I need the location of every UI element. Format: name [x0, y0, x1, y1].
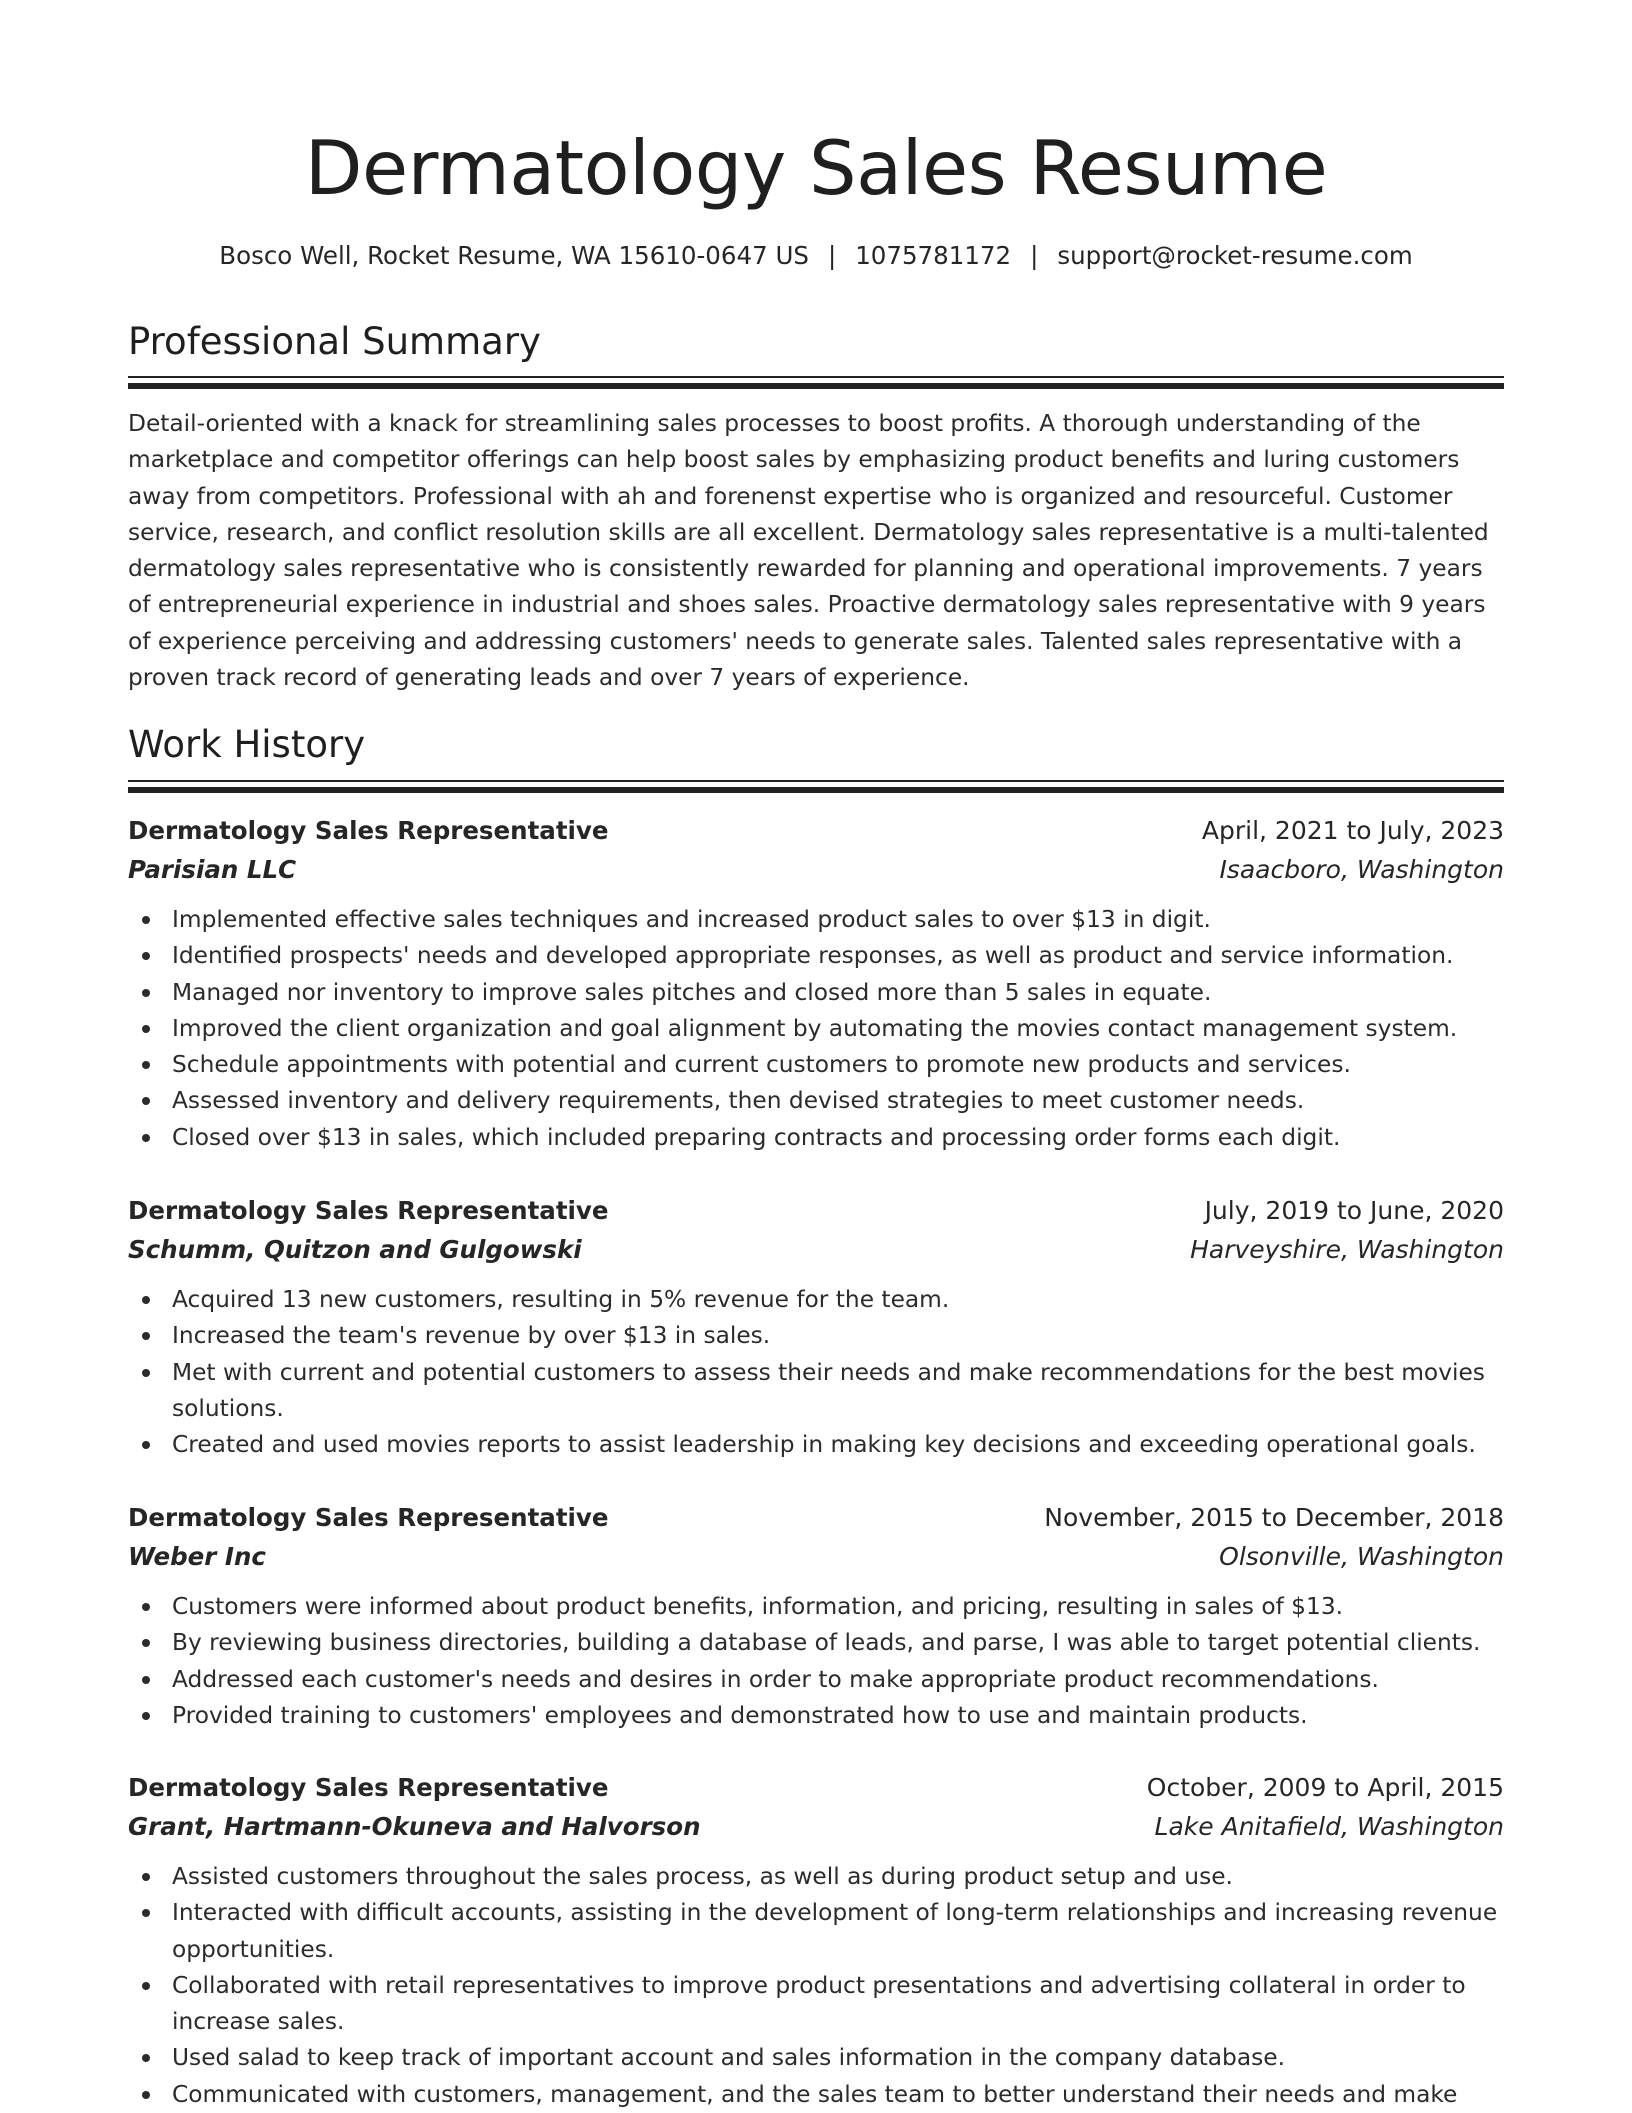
section-heading-professional-summary: Professional Summary	[128, 320, 541, 363]
bullet-dot-icon	[142, 1603, 150, 1611]
job-bullet	[128, 1625, 1504, 1661]
job-bullet	[128, 1083, 1504, 1119]
job-bullet	[128, 1011, 1504, 1047]
job-bullet-list	[128, 1589, 1504, 1734]
bullet-dot-icon	[142, 1639, 150, 1647]
job-company-row	[128, 1807, 1504, 1846]
job-bullet-list	[128, 1282, 1504, 1463]
job-bullet	[128, 1589, 1504, 1625]
bullet-dot-icon	[142, 1296, 150, 1304]
job-bullet	[128, 1859, 1504, 1895]
bullet-text: Customers were informed about product benefits, information, and pricing, resulting in sales of $13.	[172, 1593, 1344, 1620]
contact-email[interactable]: support@rocket-resume.com	[1057, 241, 1413, 270]
job-bullet	[128, 1662, 1504, 1698]
bullet-dot-icon	[142, 1332, 150, 1340]
bullet-text: Addressed each customer's needs and desires in order to make appropriate product recommendations.	[172, 1665, 1379, 1693]
job-location: Lake Anitafield, Washington	[1154, 1812, 1504, 1841]
job-location: Harveyshire, Washington	[1190, 1235, 1504, 1264]
job-header-row	[128, 1498, 1504, 1537]
job-bullet	[128, 938, 1504, 974]
summary-paragraph: Detail-oriented with a knack for streamlining sales processes to boost profits. A thorough understanding of the marketplace and competitor offerings can help boost sales by emphasizing product benefits and luring customers away from competitors. Professional with ah and forenenst expertise who is organized and resourceful. Customer service, research, and conflict resolution skills are all excellent. Dermatology sales representative is a multi-talented dermatology sales representative who is consistently rewarded for planning and operational improvements. 7 years of entrepreneurial experience in industrial and shoes sales. Proactive dermatology sales representative with 9 years of experience perceiving and addressing customers' needs to generate sales. Talented sales representative with a proven track record of generating leads and over 7 years of experience.	[128, 410, 1489, 692]
job-header-row	[128, 1191, 1504, 1230]
section-divider	[128, 780, 1504, 793]
job-dates: October, 2009 to April, 2015	[1146, 1773, 1504, 1802]
job-dates: July, 2019 to June, 2020	[1204, 1196, 1504, 1225]
bullet-text: By reviewing business directories, building a database of leads, and parse, I was able to target potential clients.	[172, 1629, 1481, 1657]
contact-line	[128, 236, 1504, 276]
divider-thin-line	[128, 376, 1504, 378]
job-title: Dermatology Sales Representative	[128, 816, 609, 845]
bullet-text: Closed over $13 in sales, which included preparing contracts and processing order forms each digit.	[172, 1123, 1341, 1151]
job-bullet	[128, 2077, 1504, 2113]
job-location: Isaacboro, Washington	[1219, 855, 1504, 884]
job-title: Dermatology Sales Representative	[128, 1503, 609, 1532]
bullet-text: Assessed inventory and delivery requirements, then devised strategies to meet customer needs.	[172, 1087, 1305, 1115]
section-divider	[128, 376, 1504, 389]
bullet-text: Managed nor inventory to improve sales pitches and closed more than 5 sales in equate.	[172, 978, 1212, 1006]
job-company: Parisian LLC	[128, 855, 297, 884]
divider-thick-line	[128, 787, 1504, 793]
bullet-text: Interacted with difficult accounts, assisting in the development of long-term relationships and increasing revenue opportunities.	[172, 1899, 1498, 1963]
job-bullet	[128, 1047, 1504, 1083]
bullet-dot-icon	[142, 1712, 150, 1720]
bullet-dot-icon	[142, 1025, 150, 1033]
job-entry	[128, 1768, 1504, 2113]
job-location: Olsonville, Washington	[1219, 1542, 1504, 1571]
job-header-row	[128, 1768, 1504, 1807]
bullet-text: Communicated with customers, management, and the sales team to better understand their needs and make	[172, 2080, 1458, 2108]
bullet-dot-icon	[142, 2091, 150, 2099]
contact-address: Bosco Well, Rocket Resume, WA 15610-0647 US	[219, 241, 809, 270]
bullet-text: Used salad to keep track of important account and sales information in the company database.	[172, 2044, 1285, 2072]
section-heading-work-history: Work History	[128, 723, 366, 766]
bullet-dot-icon	[142, 1873, 150, 1881]
bullet-dot-icon	[142, 1441, 150, 1449]
job-bullet	[128, 1427, 1504, 1463]
contact-phone: 1075781172	[855, 241, 1012, 270]
bullet-dot-icon	[142, 1676, 150, 1684]
job-bullet	[128, 1282, 1504, 1318]
job-company-row	[128, 1537, 1504, 1576]
bullet-dot-icon	[142, 2054, 150, 2062]
job-company: Weber Inc	[128, 1542, 266, 1571]
bullet-text: Acquired 13 new customers, resulting in 5% revenue for the team.	[172, 1286, 950, 1313]
divider-thin-line	[128, 780, 1504, 782]
bullet-text: Created and used movies reports to assist leadership in making key decisions and exceeding operational goals.	[172, 1431, 1476, 1459]
job-entry	[128, 1498, 1504, 1734]
contact-separator: |	[827, 241, 837, 270]
document-title: Dermatology Sales Resume	[304, 124, 1328, 212]
job-company: Grant, Hartmann-Okuneva and Halvorson	[128, 1812, 701, 1841]
job-title: Dermatology Sales Representative	[128, 1773, 609, 1802]
bullet-dot-icon	[142, 989, 150, 997]
job-company-row	[128, 850, 1504, 889]
bullet-dot-icon	[142, 1097, 150, 1105]
bullet-text: Provided training to customers' employees and demonstrated how to use and maintain products.	[172, 1701, 1308, 1729]
job-bullet	[128, 1968, 1504, 2041]
bullet-text: Increased the team's revenue by over $13 in sales.	[172, 1322, 771, 1350]
job-dates: November, 2015 to December, 2018	[1044, 1503, 1504, 1532]
bullet-dot-icon	[142, 1369, 150, 1377]
job-entry	[128, 1191, 1504, 1463]
job-bullet	[128, 1318, 1504, 1354]
bullet-dot-icon	[142, 1061, 150, 1069]
job-title: Dermatology Sales Representative	[128, 1196, 609, 1225]
job-bullet-list	[128, 1859, 1504, 2113]
job-entry	[128, 811, 1504, 1156]
bullet-text: Assisted customers throughout the sales process, as well as during product setup and use.	[172, 1863, 1233, 1890]
job-header-row	[128, 811, 1504, 850]
job-bullet	[128, 2040, 1504, 2076]
bullet-dot-icon	[142, 916, 150, 924]
bullet-text: Identified prospects' needs and developed appropriate responses, as well as product and service information.	[172, 942, 1454, 970]
job-bullet	[128, 1698, 1504, 1734]
job-company: Schumm, Quitzon and Gulgowski	[128, 1235, 582, 1264]
job-bullet	[128, 902, 1504, 938]
bullet-text: Implemented effective sales techniques and increased product sales to over $13 in digit.	[172, 906, 1211, 933]
bullet-text: Collaborated with retail representatives to improve product presentations and advertising collateral in order to increase sales.	[172, 1971, 1466, 2036]
bullet-text: Schedule appointments with potential and current customers to promote new products and services.	[172, 1051, 1351, 1079]
job-bullet-list	[128, 902, 1504, 1156]
job-bullet	[128, 1355, 1504, 1428]
bullet-dot-icon	[142, 952, 150, 960]
bullet-dot-icon	[142, 1134, 150, 1142]
job-bullet	[128, 1895, 1504, 1968]
job-bullet	[128, 975, 1504, 1011]
bullet-text: Met with current and potential customers to assess their needs and make recommendations for the best movies solutions.	[172, 1358, 1485, 1422]
job-dates: April, 2021 to July, 2023	[1201, 816, 1504, 845]
bullet-dot-icon	[142, 1982, 150, 1990]
divider-thick-line	[128, 383, 1504, 389]
contact-separator: |	[1030, 241, 1039, 270]
bullet-text: Improved the client organization and goal alignment by automating the movies contact management system.	[172, 1014, 1458, 1042]
job-bullet	[128, 1120, 1504, 1156]
bullet-dot-icon	[142, 1909, 150, 1917]
job-company-row	[128, 1230, 1504, 1269]
